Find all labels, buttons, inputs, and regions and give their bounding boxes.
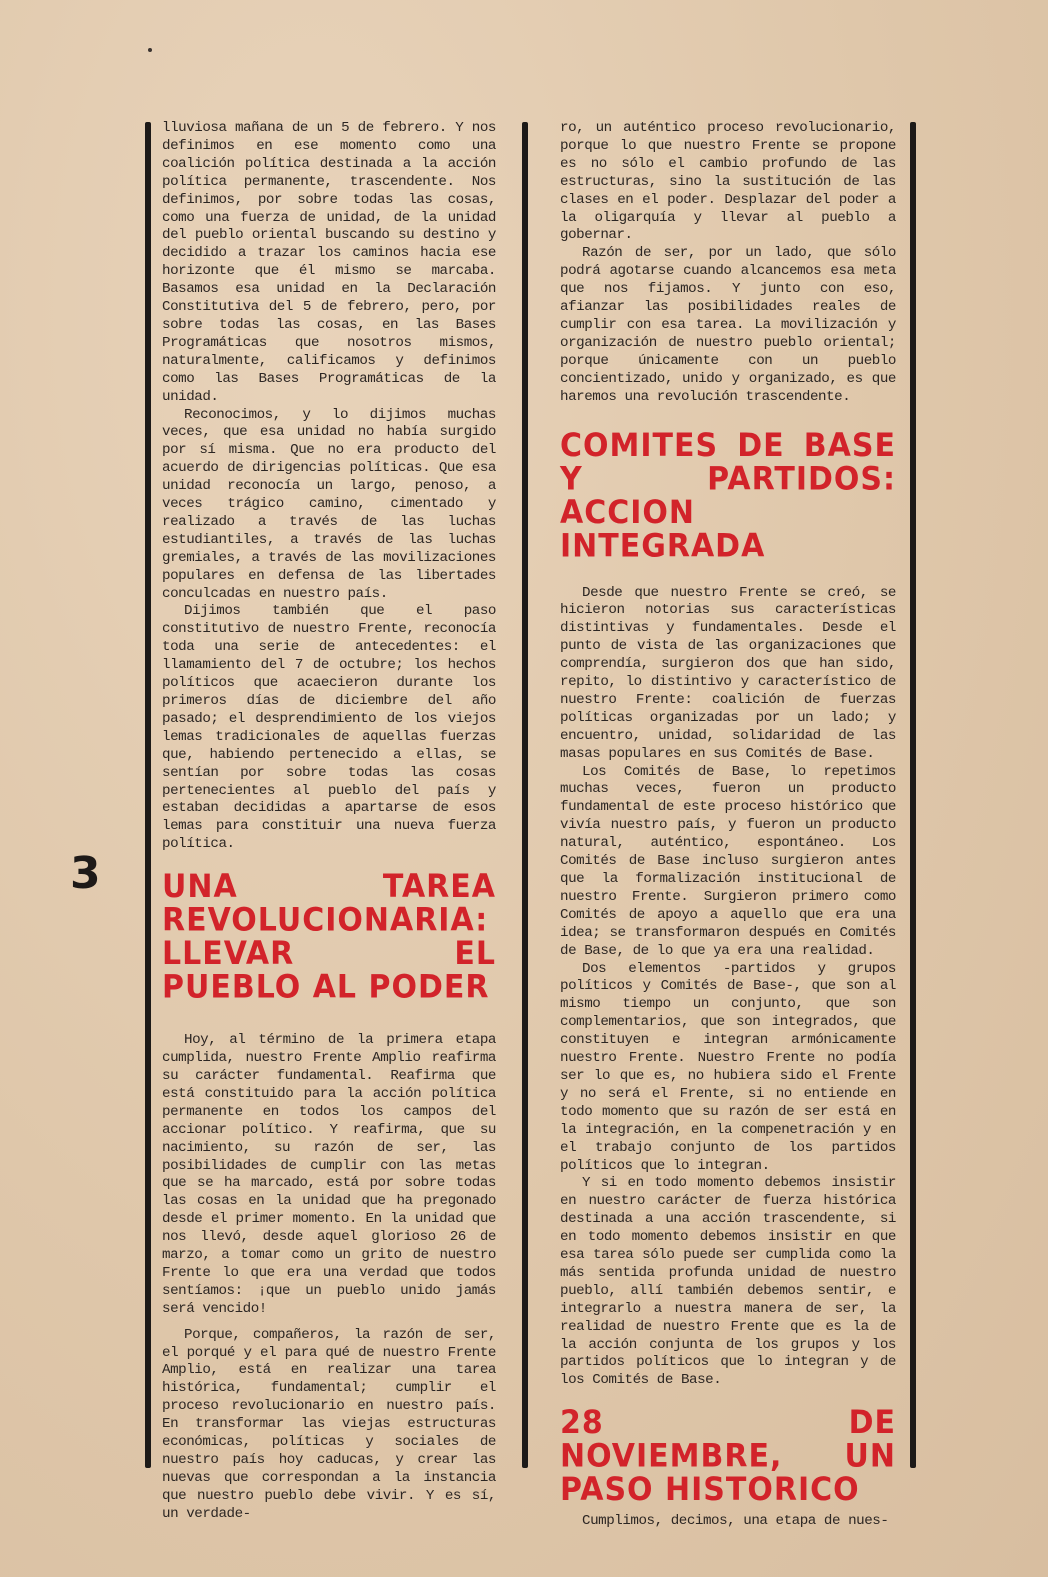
page-number: 3 [70, 848, 101, 899]
right-paragraph-6: Y si en todo momento debemos insistir en nuestro carácter de fuerza histórica destinada a una acción trascendente, si en todo momento debemos insistir en que esa tarea sólo puede ser cumplida como la más sentida profunda unidad de nuestro pueblo, allí también debemos sentir, e integrarlo a nuestra manera de ser, la realidad de nuestro Frente que es la de la acción conjunta de los grupos y los partidos políticos que lo integran y de los Comités de Base. [560, 1175, 896, 1389]
right-paragraph-7: Cumplimos, decimos, una etapa de nues- [582, 1513, 889, 1530]
left-paragraph-1: lluviosa mañana de un 5 de febrero. Y nos definimos en ese momento como una coalición política destinada a la acción política permanente, trascendente. Nos definimos, por sobre todas las cosas, como una fuerza de unidad, de la unidad del pueblo oriental buscando su destino y decidido a trazar los caminos hacia ese horizonte que él mismo se marcaba. Basamos esa unidad en la Declaración Constitutiva del 5 de febrero, pero, por sobre todas las cosas, en las Bases Programáticas que nosotros mismos, naturalmente, calificamos y definimos como las Bases Programáticas de la unidad. [162, 120, 496, 405]
left-paragraph-2: Reconocimos, y lo dijimos muchas veces, que esa unidad no había surgido por sí misma. Que no era producto del acuerdo de dirigencias políticas. Que esa unidad reconocía un largo, penoso, a veces trágico camino, cimentado y realizado a través de las luchas estudiantiles, a través de las luchas gremiales, a través de las movilizaciones populares en defensa de las libertades conculcadas en nuestro país. [162, 406, 496, 602]
right-paragraph-5: Dos elementos -partidos y grupos políticos y Comités de Base-, que son al mismo tiempo un conjunto, que son complementarios, que son integrados, que constituyen e integran armónicamente nuestro Frente. Nuestro Frente no podía ser lo que es, no hubiera sido el Frente y no será el Frente, si no entiende en todo momento que su razón de ser está en la integración, en la compenetración y en el trabajo conjunto de los partidos políticos que lo integran. [560, 960, 896, 1174]
right-paragraph-1: ro, un auténtico proceso revolucionario, porque lo que nuestro Frente se propone es no sólo el cambio profundo de las estructuras, sino la sustitución de las clases en el poder. Desplazar del poder a la oligarquía y llevar al pueblo a gobernar. [560, 120, 896, 244]
right-paragraph-3: Desde que nuestro Frente se creó, se hicieron notorias sus características distintivas y fundamentales. Desde el punto de vista de las organizaciones que comprendía, surgieron dos que han sido, repito, lo distintivo y característico de nuestro Frente: coalición de fuerzas políticas organizadas por un lado; y encuentro, unidad, solidaridad de las masas populares en sus Comités de Base. [560, 584, 896, 762]
section-heading-tarea-revolucionaria: UNA TAREA REVOLUCIONARIA: LLEVAR EL PUEBLO AL PODER [162, 867, 496, 1007]
center-column-rule [522, 122, 528, 1468]
left-column-rule [145, 122, 151, 1468]
right-column [560, 120, 896, 1531]
right-paragraph-4: Los Comités de Base, lo repetimos muchas veces, fueron un producto fundamental de este proceso histórico que vivía nuestro país, y fueron un producto natural, auténtico, espontáneo. Los Comités de Base incluso surgieron antes que la formalización institucional de nuestro Frente. Surgieron primero como Comités de apoyo a aquello que era una idea; se transformaron después en Comités de Base, de lo que ya era una realidad. [560, 763, 896, 959]
paper-speck [148, 48, 152, 52]
left-paragraph-4: Hoy, al término de la primera etapa cumplida, nuestro Frente Amplio reafirma su carácter fundamental. Reafirma que está constituido para la acción política permanente en todos los campos del accionar político. Y reafirma, que su nacimiento, su razón de ser, las posibilidades de cumplir con las metas que se ha marcado, está por sobre todas las cosas en la unidad que ha pregonado desde el primer momento. En la unidad que nos llevó, desde aquel glorioso 26 de marzo, a tomar como un grito de nuestro Frente lo que era una verdad que todos sentíamos: ¡que un pueblo unido jamás será vencido! [162, 1032, 496, 1317]
right-column-rule [910, 122, 916, 1468]
left-column [162, 120, 496, 1524]
section-heading-28-de-noviembre: 28 DE NOVIEMBRE, UN PASO HISTORICO [560, 1404, 896, 1509]
left-paragraph-3: Dijimos también que el paso constitutivo de nuestro Frente, reconocía toda una serie de antecedentes: el llamamiento del 7 de octubre; los hechos políticos que acaecieron durante los primeros días de diciembre del año pasado; el desprendimiento de los viejos lemas tradicionales de aquellas fuerzas que, habiendo pertenecido a ellas, se sentían por sobre todas las cosas pertenecientes al pueblo del país y estaban decididas a apartarse de esos lemas para constituir una nueva fuerza política. [162, 603, 496, 853]
left-paragraph-5: Porque, compañeros, la razón de ser, el porqué y el para qué de nuestro Frente Amplio, está en realizar una tarea histórica, fundamental; cumplir el proceso revolucionario en nuestro país. En transformar las viejas estructuras económicas, políticas y sociales de nuestro país hoy caducas, y crear las nuevas que correspondan a la instancia que nuestro pueblo debe vivir. Y es sí, un verdade- [162, 1326, 496, 1522]
right-paragraph-2: Razón de ser, por un lado, que sólo podrá agotarse cuando alcancemos esa meta que nos fijamos. Y junto con eso, afianzar las posibilidades reales de cumplir con esa tarea. La movilización y organización de nuestro pueblo oriental; porque únicamente con un pueblo concientizado, unido y organizado, es que haremos una revolución trascendente. [560, 245, 896, 405]
section-heading-comites-de-base: COMITES DE BASE Y PARTIDOS: ACCION INTEGRADA [560, 426, 896, 565]
